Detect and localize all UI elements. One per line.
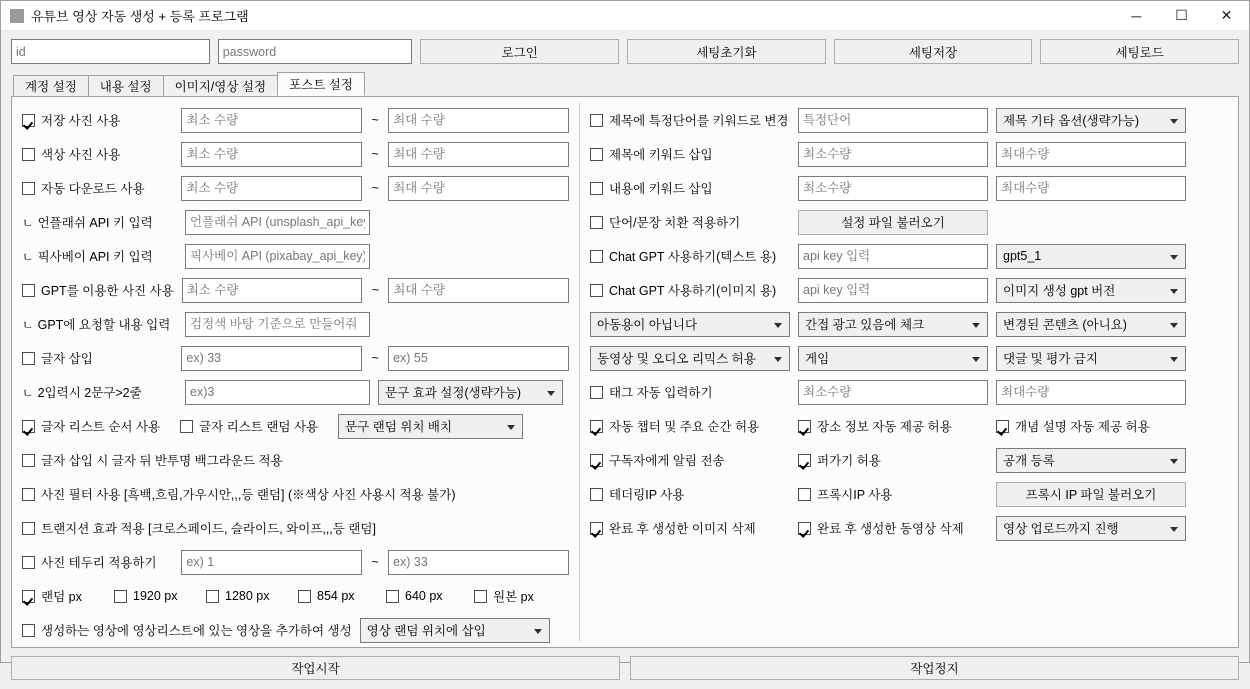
photo-filter-label: 사진 필터 사용 [흑백,흐림,가우시안,,,등 랜덤] (※색상 사진 사용시 적용 불가) [41,488,456,502]
save-settings-button[interactable]: 세팅저장 [834,39,1033,64]
row-content-keyword [580,171,1238,205]
row-notify-subscribers [580,443,1238,477]
row-resolution [12,579,579,613]
photo-border-min-input[interactable] [181,550,362,575]
text-list-order-label: 글자 리스트 순서 사용 [41,420,161,434]
auto-chapters-checkbox[interactable] [590,417,790,435]
tab-bar [1,72,1249,96]
saved-photos-checkbox[interactable] [22,111,173,129]
auto-download-max-input[interactable] [388,176,569,201]
row-transition [12,511,579,545]
checkbox-icon [590,386,603,399]
row-gpt-prompt [12,307,579,341]
remix-permission-select[interactable]: 동영상 및 오디오 리믹스 허용 [590,346,790,371]
append-video-label: 생성하는 영상에 영상리스트에 있는 영상을 추가하여 생성 [41,624,352,638]
checkbox-icon [22,454,35,467]
tab-media[interactable]: 이미지/영상 설정 [163,75,278,96]
place-info-checkbox[interactable] [798,417,988,435]
two-line-label-group [22,383,177,401]
app-icon [10,9,24,23]
text-list-order-checkbox[interactable] [22,417,172,435]
gpt-text-apikey-input[interactable] [798,244,988,269]
gpt-text-label: Chat GPT 사용하기(텍스트 용) [609,250,777,264]
login-row [1,31,1249,68]
two-line-count-input[interactable] [185,380,370,405]
gpt-text-version-select[interactable]: gpt5_1 [996,244,1186,269]
content-keyword-checkbox[interactable] [590,179,790,197]
gpt-prompt-input[interactable] [185,312,370,337]
auto-download-checkbox[interactable] [22,179,173,197]
pixabay-api-label: 픽사베이 API 키 입력 [37,250,153,264]
checkbox-icon [298,590,311,603]
checkbox-icon [474,590,487,603]
two-line-label: 2입력시 2문구>2줄 [37,386,142,400]
login-button[interactable]: 로그인 [420,39,619,64]
checkbox-icon [798,488,811,501]
text-insert-label: 글자 삽입 [41,352,93,366]
text-insert-checkbox[interactable] [22,349,173,367]
start-button[interactable]: 작업시작 [11,656,620,680]
text-insert-min-input[interactable] [181,346,362,371]
color-photos-min-input[interactable] [181,142,362,167]
row-text-bg [12,443,579,477]
append-video-checkbox[interactable] [22,621,352,639]
range-separator: ~ [371,555,379,569]
tab-post[interactable]: 포스트 설정 [277,72,365,96]
unsplash-api-label: 언플래쉬 API 키 입력 [37,216,153,230]
tag-auto-checkbox[interactable] [590,383,790,401]
range-separator: ~ [371,351,379,365]
row-audience-options [580,307,1238,341]
transition-checkbox[interactable] [22,519,376,537]
word-replace-checkbox[interactable] [590,213,790,231]
resolution-1280-label: 1280 px [225,589,270,603]
color-photos-label: 색상 사진 사용 [41,148,121,162]
photo-border-checkbox[interactable] [22,553,173,571]
unsplash-api-key-input[interactable] [185,210,370,235]
resolution-original-label: 원본 px [493,590,534,604]
append-video-position-select[interactable]: 영상 랜덤 위치에 삽입 [360,618,550,643]
photo-filter-checkbox[interactable] [22,485,456,503]
text-insert-max-input[interactable] [388,346,569,371]
auto-download-min-input[interactable] [181,176,362,201]
gpt-image-apikey-input[interactable] [798,278,988,303]
row-two-line [12,375,579,409]
resolution-640-checkbox[interactable] [386,589,474,603]
concept-info-checkbox[interactable] [996,417,1150,435]
proxy-ip-label: 프록시IP 사용 [817,488,893,502]
row-auto-chapters [580,409,1238,443]
checkbox-icon [22,114,35,127]
checkbox-icon [798,454,811,467]
text-bg-checkbox[interactable] [22,451,283,469]
title-replace-checkbox[interactable] [590,111,790,129]
title-replace-label: 제목에 특정단어를 키워드로 변경 [609,114,789,128]
gpt-photos-label: GPT를 이용한 사진 사용 [41,284,174,298]
pixabay-api-label-group [22,247,177,265]
title-keyword-label: 제목에 키워드 삽입 [609,148,713,162]
resolution-1920-checkbox[interactable] [114,589,206,603]
saved-photos-min-input[interactable] [181,108,362,133]
color-photos-max-input[interactable] [388,142,569,167]
resolution-1920-label: 1920 px [133,589,178,603]
stop-button[interactable]: 작업정지 [630,656,1239,680]
allow-embed-checkbox[interactable] [798,451,988,469]
row-pixabay-api [12,239,579,273]
checkbox-icon [114,590,127,603]
delete-images-label: 완료 후 생성한 이미지 삭제 [609,522,756,536]
title-bar [1,1,1249,31]
maximize-icon[interactable]: ☐ [1175,7,1188,23]
checkbox-icon [22,352,35,365]
resolution-random-checkbox[interactable] [22,587,114,605]
gpt-photos-min-input[interactable] [182,278,363,303]
close-icon[interactable]: ✕ [1220,7,1233,23]
resolution-random-label: 랜덤 px [41,590,82,604]
concept-info-label: 개념 설명 자동 제공 허용 [1015,420,1150,434]
resolution-640-label: 640 px [405,589,443,603]
tab-content[interactable]: 내용 설정 [88,75,164,96]
resolution-original-checkbox[interactable] [474,587,534,605]
checkbox-icon [22,148,35,161]
row-photo-border [12,545,579,579]
checkbox-icon [22,624,35,637]
checkbox-icon [590,454,603,467]
photo-border-label: 사진 테두리 적용하기 [41,556,157,570]
row-gpt-photos [12,273,579,307]
row-color-photos [12,137,579,171]
allow-embed-label: 퍼가기 허용 [817,454,881,468]
tag-max-input[interactable] [996,380,1186,405]
checkbox-icon [22,522,35,535]
title-replace-word-input[interactable] [798,108,988,133]
row-unsplash-api [12,205,579,239]
range-separator: ~ [371,113,379,127]
proxy-ip-checkbox[interactable] [798,485,988,503]
place-info-label: 장소 정보 자동 제공 허용 [817,420,952,434]
id-input[interactable] [11,39,210,64]
saved-photos-max-input[interactable] [388,108,569,133]
checkbox-icon [22,420,35,433]
minimize-icon[interactable]: ─ [1131,7,1142,24]
delete-videos-label: 완료 후 생성한 동영상 삭제 [817,522,964,536]
auto-chapters-label: 자동 챕터 및 주요 순간 허용 [609,420,760,434]
load-proxy-file-button[interactable]: 프록시 IP 파일 불러오기 [996,482,1186,507]
left-column [12,97,579,647]
title-keyword-checkbox[interactable] [590,145,790,163]
row-cleanup [580,511,1238,545]
gpt-photos-checkbox[interactable] [22,281,174,299]
title-keyword-min-input[interactable] [798,142,988,167]
tethering-ip-checkbox[interactable] [590,485,790,503]
saved-photos-label: 저장 사진 사용 [41,114,121,128]
resolution-854-checkbox[interactable] [298,589,386,603]
visibility-select[interactable]: 공개 등록 [996,448,1186,473]
tag-min-input[interactable] [798,380,988,405]
comments-rating-select[interactable]: 댓글 및 평가 금지 [996,346,1186,371]
row-text-insert [12,341,579,375]
range-separator: ~ [371,283,380,297]
row-text-list [12,409,579,443]
resolution-854-label: 854 px [317,589,355,603]
gpt-image-checkbox[interactable] [590,281,790,299]
row-tag-auto [580,375,1238,409]
tag-auto-label: 태그 자동 입력하기 [609,386,713,400]
content-keyword-max-input[interactable] [996,176,1186,201]
reset-settings-button[interactable]: 세팅초기화 [627,39,826,64]
checkbox-icon [22,182,35,195]
auto-download-label: 자동 다운로드 사용 [41,182,145,196]
range-separator: ~ [371,181,379,195]
branch-icon: ㄴ [22,215,34,230]
photo-border-max-input[interactable] [388,550,569,575]
load-replace-file-button[interactable]: 설정 파일 불러오기 [798,210,988,235]
row-word-replace [580,205,1238,239]
paid-promotion-select[interactable]: 간접 광고 있음에 체크 [798,312,988,337]
row-title-replace [580,103,1238,137]
delete-videos-checkbox[interactable] [798,519,988,537]
checkbox-icon [180,420,193,433]
load-settings-button[interactable]: 세팅로드 [1040,39,1239,64]
tethering-ip-label: 테더링IP 사용 [609,488,685,502]
row-gpt-text [580,239,1238,273]
checkbox-icon [590,250,603,263]
checkbox-icon [590,284,603,297]
checkbox-icon [22,284,35,297]
checkbox-icon [590,488,603,501]
transition-label: 트랜지션 효과 적용 [크로스페이드, 슬라이드, 와이프,,,등 랜덤] [41,522,376,536]
row-append-video [12,613,579,647]
unsplash-api-label-group [22,213,177,231]
checkbox-icon [206,590,219,603]
row-title-keyword [580,137,1238,171]
color-photos-checkbox[interactable] [22,145,173,163]
checkbox-icon [798,522,811,535]
checkbox-icon [22,556,35,569]
content-keyword-min-input[interactable] [798,176,988,201]
text-effect-select[interactable]: 문구 효과 설정(생략가능) [378,380,563,405]
checkbox-icon [798,420,811,433]
checkbox-icon [590,182,603,195]
resolution-1280-checkbox[interactable] [206,589,298,603]
gpt-photos-max-input[interactable] [388,278,569,303]
checkbox-icon [590,522,603,535]
window-title: 유튜브 영상 자동 생성 + 등록 프로그램 [31,9,249,24]
password-input[interactable] [218,39,413,64]
branch-icon: ㄴ [22,249,34,264]
checkbox-icon [386,590,399,603]
upload-scope-select[interactable]: 영상 업로드까지 진행 [996,516,1186,541]
gpt-prompt-label: GPT에 요청할 내용 입력 [37,318,171,332]
checkbox-icon [590,148,603,161]
text-bg-label: 글자 삽입 시 글자 뒤 반투명 백그라운드 적용 [41,454,283,468]
row-gpt-image [580,273,1238,307]
gpt-text-checkbox[interactable] [590,247,790,265]
gpt-image-label: Chat GPT 사용하기(이미지 용) [609,284,777,298]
text-list-random-label: 글자 리스트 랜덤 사용 [199,420,319,434]
checkbox-icon [996,420,1009,433]
tab-account[interactable]: 계정 설정 [13,75,89,96]
checkbox-icon [590,420,603,433]
right-column [580,97,1238,647]
made-for-kids-select[interactable]: 아동용이 아닙니다 [590,312,790,337]
content-keyword-label: 내용에 키워드 삽입 [609,182,713,196]
row-saved-photos [12,103,579,137]
row-auto-download [12,171,579,205]
row-photo-filter [12,477,579,511]
checkbox-icon [590,216,603,229]
altered-content-select[interactable]: 변경된 콘텐츠 (아니요) [996,312,1186,337]
word-replace-label: 단어/문장 치환 적용하기 [609,216,741,230]
text-random-position-select[interactable]: 문구 랜덤 위치 배치 [338,414,523,439]
title-extra-option-select[interactable]: 제목 기타 옵션(생략가능) [996,108,1186,133]
pixabay-api-key-input[interactable] [185,244,370,269]
category-select[interactable]: 게임 [798,346,988,371]
action-bar [1,648,1249,689]
checkbox-icon [22,488,35,501]
notify-subscribers-checkbox[interactable] [590,451,790,469]
checkbox-icon [590,114,603,127]
gpt-image-version-select[interactable]: 이미지 생성 gpt 버전 [996,278,1186,303]
range-separator: ~ [371,147,379,161]
notify-subscribers-label: 구독자에게 알림 전송 [609,454,725,468]
row-remix-options [580,341,1238,375]
text-list-random-checkbox[interactable] [180,417,330,435]
branch-icon: ㄴ [22,385,34,400]
checkbox-icon [22,590,35,603]
title-keyword-max-input[interactable] [996,142,1186,167]
row-ip-options [580,477,1238,511]
gpt-prompt-label-group [22,315,177,333]
branch-icon: ㄴ [22,317,34,332]
delete-images-checkbox[interactable] [590,519,790,537]
settings-panel [11,96,1239,648]
